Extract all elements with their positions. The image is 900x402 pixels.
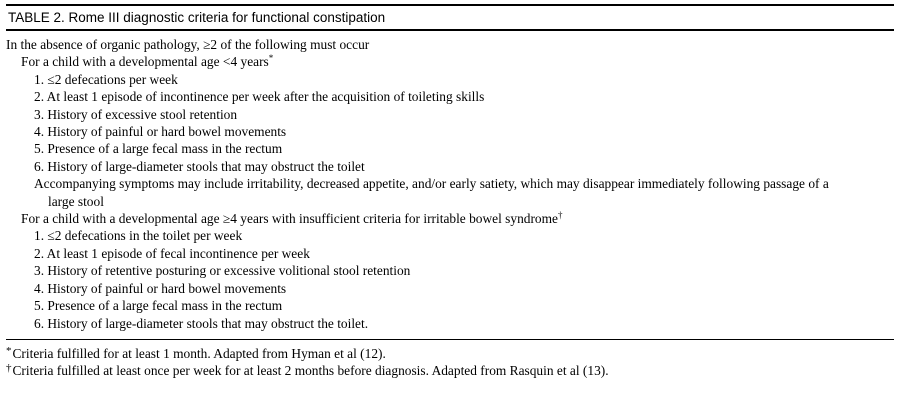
criteria-table bbox=[6, 4, 894, 380]
group2-item: 3. History of retentive posturing or excessive volitional stool retention bbox=[34, 263, 411, 279]
group1-item: 3. History of excessive stool retention bbox=[34, 106, 238, 122]
group2-item: 5. Presence of a large fecal mass in the rectum bbox=[34, 298, 283, 314]
group2-item: 2. At least 1 episode of fecal incontinence per week bbox=[34, 245, 310, 261]
footnote-mark: † bbox=[6, 362, 12, 375]
group2-footnote-mark: † bbox=[557, 210, 563, 221]
table-caption: TABLE 2. Rome III diagnostic criteria for functional constipation bbox=[8, 10, 386, 25]
intro-text: In the absence of organic pathology, ≥2 of the following must occur bbox=[6, 37, 370, 52]
group2-item: 1. ≤2 defecations in the toilet per week bbox=[34, 228, 243, 244]
footnote bbox=[6, 345, 894, 362]
footnote-text: Criteria fulfilled for at least 1 month. Adapted from Hyman et al (12). bbox=[12, 345, 386, 361]
footnote bbox=[6, 362, 894, 379]
group2-heading bbox=[6, 210, 894, 227]
group1-heading-text: For a child with a developmental age <4 years bbox=[21, 54, 269, 70]
group1-item: 1. ≤2 defecations per week bbox=[34, 71, 178, 87]
group1-item: 2. At least 1 episode of incontinence per week after the acquisition of toileting skills bbox=[34, 89, 485, 105]
group1-item: 5. Presence of a large fecal mass in the rectum bbox=[34, 141, 283, 157]
group1-heading bbox=[6, 53, 894, 70]
group2-item: 6. History of large-diameter stools that may obstruct the toilet. bbox=[34, 315, 369, 331]
group1-accompanying-symptoms bbox=[6, 175, 894, 210]
footnote-text: Criteria fulfilled at least once per week for at least 2 months before diagnosis. Adapted from Rasquin et al (13). bbox=[12, 363, 609, 379]
accompanying-line-1: Accompanying symptoms may include irritability, decreased appetite, and/or early satiety, which may disappear immediately following passage of a bbox=[34, 176, 829, 192]
footnote-mark: * bbox=[6, 344, 12, 357]
table-body bbox=[6, 31, 894, 339]
group1-item: 6. History of large-diameter stools that may obstruct the toilet bbox=[34, 158, 365, 174]
accompanying-line-2: large stool bbox=[48, 193, 104, 209]
group2-heading-text: For a child with a developmental age ≥4 years with insufficient criteria for irritable bowel syndrome bbox=[21, 211, 558, 227]
group2-item: 4. History of painful or hard bowel movements bbox=[34, 280, 287, 296]
group1-item: 4. History of painful or hard bowel movements bbox=[34, 124, 287, 140]
group1-footnote-mark: * bbox=[268, 53, 274, 64]
table-footnotes bbox=[6, 340, 894, 380]
